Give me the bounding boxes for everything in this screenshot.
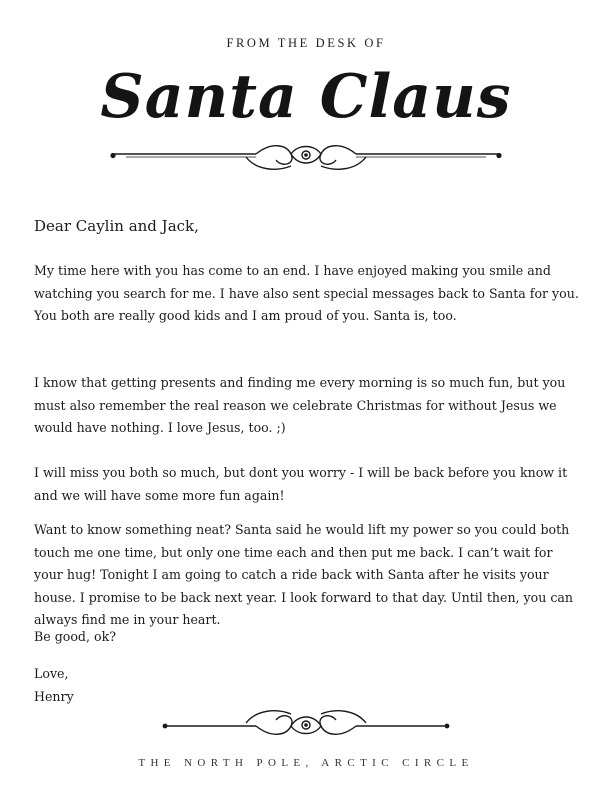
letter-paragraph: I will miss you both so much, but dont you worry - I will be back before you know it and we will have some more fun again! <box>34 465 568 503</box>
letter-paragraph: I know that getting presents and finding me every morning is so much fun, but you must also remember the real reason we celebrate Christmas for without Jesus we would have nothing. I love Jesus, too. ;) <box>34 375 566 435</box>
from-the-desk-of-heading: FROM THE DESK OF <box>226 36 386 50</box>
letter-paragraph: Want to know something neat? Santa said he would lift my power so you could both touch me one time, but only one time each and then put me back. I can’t wait for your hug! Tonight I am going to catch a ride back with Santa after he visits your house. I promise to be back next year. I look forward to that day. Until then, you can always find me in your heart. <box>34 522 574 627</box>
letter-closing: Love, <box>34 666 69 681</box>
santa-claus-title: Santa Claus <box>100 62 512 132</box>
bottom-ornamental-flourish <box>106 704 506 740</box>
top-ornamental-flourish <box>106 140 506 176</box>
letter-signature: Henry <box>34 688 74 704</box>
letter-salutation: Dear Caylin and Jack, <box>34 217 199 235</box>
letter-paragraph: Be good, ok? <box>34 629 116 644</box>
north-pole-address-footer: THE NORTH POLE, ARCTIC CIRCLE <box>138 757 474 769</box>
letter-paragraph: My time here with you has come to an end. I have enjoyed making you smile and watching you search for me. I have also sent special messages back to Santa for you. You both are really good kids and I am proud of you. Santa is, too. <box>34 263 579 323</box>
letter-closing-block <box>34 663 582 708</box>
